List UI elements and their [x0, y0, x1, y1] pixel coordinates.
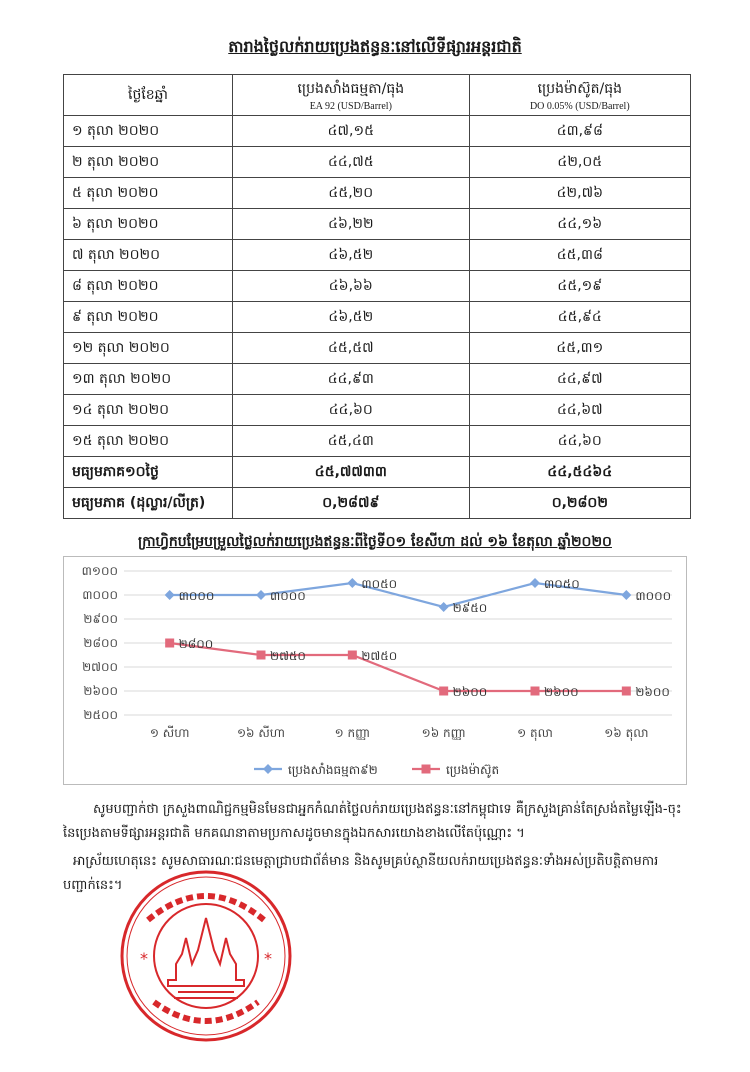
average-liter-row	[64, 488, 691, 519]
price-table	[63, 74, 691, 519]
row-ea92-price: ៤៦,២២	[233, 209, 470, 240]
average-10-day-label: មធ្យមភាគ១០ថ្ងៃ	[64, 457, 233, 488]
data-point-marker	[439, 602, 449, 612]
y-tick-label: ២៥០០	[83, 708, 118, 722]
row-ea92-price: ៤៧,១៥	[233, 116, 470, 147]
legend-label: ប្រេងម៉ាស៊ូត	[446, 763, 500, 777]
row-date: ១៣ តុលា ២០២០	[64, 364, 233, 395]
data-label: ៣០០០	[270, 589, 306, 603]
row-date: ១៥ តុលា ២០២០	[64, 426, 233, 457]
y-tick-label: ២៧០០	[82, 660, 118, 674]
row-do-price: ៤៥,១៩	[469, 271, 690, 302]
row-do-price: ៤៤,៦០	[469, 426, 690, 457]
table-row	[64, 395, 691, 426]
x-tick-label: ១ កញ្ញា	[334, 726, 371, 740]
row-ea92-price: ៤៥,២០	[233, 178, 470, 209]
data-label: ២៦០០	[635, 685, 670, 699]
row-do-price: ៤៥,៩៤	[469, 302, 690, 333]
table-row	[64, 302, 691, 333]
row-do-price: ៤៤,៩៧	[469, 364, 690, 395]
x-tick-label: ១៦ តុលា	[604, 726, 649, 740]
x-tick-label: ១៦ សីហា	[236, 726, 286, 740]
data-point-marker	[621, 590, 631, 600]
data-label: ២៨០០	[178, 637, 214, 651]
average-10-day-row	[64, 457, 691, 488]
data-label: ៣០០០	[635, 589, 672, 603]
legend-label: ប្រេងសាំងធម្មតា៩២	[288, 763, 378, 777]
row-ea92-price: ៤៦,៥២	[233, 240, 470, 271]
table-row	[64, 116, 691, 147]
row-date: ១ តុលា ២០២០	[64, 116, 233, 147]
data-label: ២៧៥០	[361, 649, 398, 663]
row-do-price: ៤៥,៣៨	[469, 240, 690, 271]
data-point-marker	[622, 687, 631, 696]
row-do-price: ៤៣,៩៨	[469, 116, 690, 147]
data-point-marker	[165, 639, 174, 648]
legend-marker	[263, 764, 273, 774]
average-liter-do: ០,២៨០២	[469, 488, 690, 519]
y-tick-label: ២៦០០	[83, 684, 118, 698]
svg-text:*: *	[264, 949, 272, 968]
data-point-marker	[257, 651, 266, 660]
row-ea92-price: ៤៥,៥៧	[233, 333, 470, 364]
price-chart	[63, 556, 687, 785]
row-ea92-price: ៤៤,៩៣	[233, 364, 470, 395]
data-point-marker	[165, 590, 175, 600]
row-ea92-price: ៤៥,៤៣	[233, 426, 470, 457]
table-row	[64, 178, 691, 209]
row-ea92-price: ៤៤,៧៥	[233, 147, 470, 178]
table-row	[64, 209, 691, 240]
y-tick-label: ២៨០០	[83, 636, 118, 650]
legend-marker	[422, 765, 431, 774]
row-ea92-price: ៤៦,៦៦	[233, 271, 470, 302]
data-point-marker	[348, 651, 357, 660]
row-ea92-price: ៤៦,៥២	[233, 302, 470, 333]
header-date: ថ្ងៃខែឆ្នាំ	[64, 75, 233, 116]
official-seal	[118, 868, 294, 1044]
x-tick-label: ១ សីហា	[149, 726, 190, 740]
row-date: ៩ តុលា ២០២០	[64, 302, 233, 333]
header-do	[469, 75, 690, 116]
table-row	[64, 147, 691, 178]
average-liter-label: មធ្យមភាគ (ដុល្លារ/លីត្រ)	[64, 488, 233, 519]
row-do-price: ៤២,៧៦	[469, 178, 690, 209]
data-label: ២៧៥០	[270, 649, 306, 663]
row-do-price: ៤៤,៦៧	[469, 395, 690, 426]
table-row	[64, 333, 691, 364]
row-date: ៨ តុលា ២០២០	[64, 271, 233, 302]
row-date: ១៤ តុលា ២០២០	[64, 395, 233, 426]
row-date: ១២ តុលា ២០២០	[64, 333, 233, 364]
table-row	[64, 426, 691, 457]
row-date: ៥ តុលា ២០២០	[64, 178, 233, 209]
average-10-day-ea92: ៤៥,៧៧៣៣	[233, 457, 470, 488]
y-tick-label: ៣០០០	[82, 588, 118, 602]
table-row	[64, 271, 691, 302]
data-point-marker	[531, 687, 540, 696]
y-tick-label: ៣១០០	[81, 564, 118, 578]
data-label: ២៩៥០	[452, 601, 488, 615]
table-row	[64, 240, 691, 271]
data-point-marker	[347, 578, 357, 588]
header-do-unit: DO 0.05% (USD/Barrel)	[529, 100, 630, 112]
document-title: តារាងថ្លៃលក់រាយប្រេងឥន្ធនៈនៅលើទីផ្សារអន្តរជាតិ	[228, 37, 522, 56]
average-liter-ea92: ០,២៨៧៩	[233, 488, 470, 519]
row-do-price: ៤២,០៥	[469, 147, 690, 178]
header-do-label: ប្រេងម៉ាស៊ូត/ធុង	[537, 80, 623, 97]
row-date: ៧ តុលា ២០២០	[64, 240, 233, 271]
svg-text:*: *	[140, 949, 148, 968]
average-10-day-do: ៤៤,៥៤៦៤	[469, 457, 690, 488]
data-label: ២៦០០	[544, 685, 579, 699]
y-tick-label: ២៩០០	[83, 612, 118, 626]
header-ea92-unit: EA 92 (USD/Barrel)	[309, 100, 392, 112]
row-do-price: ៤៥,៣១	[469, 333, 690, 364]
row-date: ៦ តុលា ២០២០	[64, 209, 233, 240]
header-ea92-label: ប្រេងសាំងធម្មតា/ធុង	[297, 80, 405, 97]
data-point-marker	[439, 687, 448, 696]
data-label: ២៦០០	[452, 685, 488, 699]
chart-title: ក្រាហ្វិកបម្រែបម្រួលថ្លៃលក់រាយប្រេងឥន្ធនៈពីថ្ងៃទី០១ ខែសីហា ដល់ ១៦ ខែតុលា ឆ្នាំ២០២០	[138, 534, 612, 550]
data-point-marker	[256, 590, 266, 600]
row-do-price: ៤៤,១៦	[469, 209, 690, 240]
row-date: ២ តុលា ២០២០	[64, 147, 233, 178]
paragraph-notice: សូមបញ្ជាក់ថា ក្រសួងពាណិជ្ជកម្មមិនមែនជាអ្នកកំណត់ថ្លៃលក់រាយប្រេងឥន្ធនៈនៅកម្ពុជាទេ គឺក្រសួងគ្រាន់តែស្រង់តម្លៃឡើង-ចុះ នៃប្រេងតាមទីផ្សារអន្តរជាតិ មកគណនាតាមប្រកាសដូចមានក្នុងឯកសារយោងខាងលើតែប៉ុណ្ណោះ ។	[63, 802, 682, 841]
paragraph-instruction: អាស្រ័យហេតុនេះ សូមសាធារណៈជនមេត្តាជ្រាបជាព័ត៌មាន និងសូមគ្រប់ស្ថានីយលក់រាយប្រេងឥន្ធនៈទាំងអស់ប្រតិបត្តិតាមការបញ្ជាក់នេះ។	[63, 854, 659, 893]
data-label: ៣០៥០	[361, 577, 398, 591]
chart-svg	[64, 557, 686, 784]
x-tick-label: ១៦ កញ្ញា	[421, 726, 466, 740]
header-ea92	[233, 75, 470, 116]
data-label: ៣០០០	[178, 589, 215, 603]
x-tick-label: ១ តុលា	[517, 726, 553, 740]
data-point-marker	[530, 578, 540, 588]
row-ea92-price: ៤៤,៦០	[233, 395, 470, 426]
data-label: ៣០៥០	[544, 577, 580, 591]
table-header-row	[64, 75, 691, 116]
table-row	[64, 364, 691, 395]
